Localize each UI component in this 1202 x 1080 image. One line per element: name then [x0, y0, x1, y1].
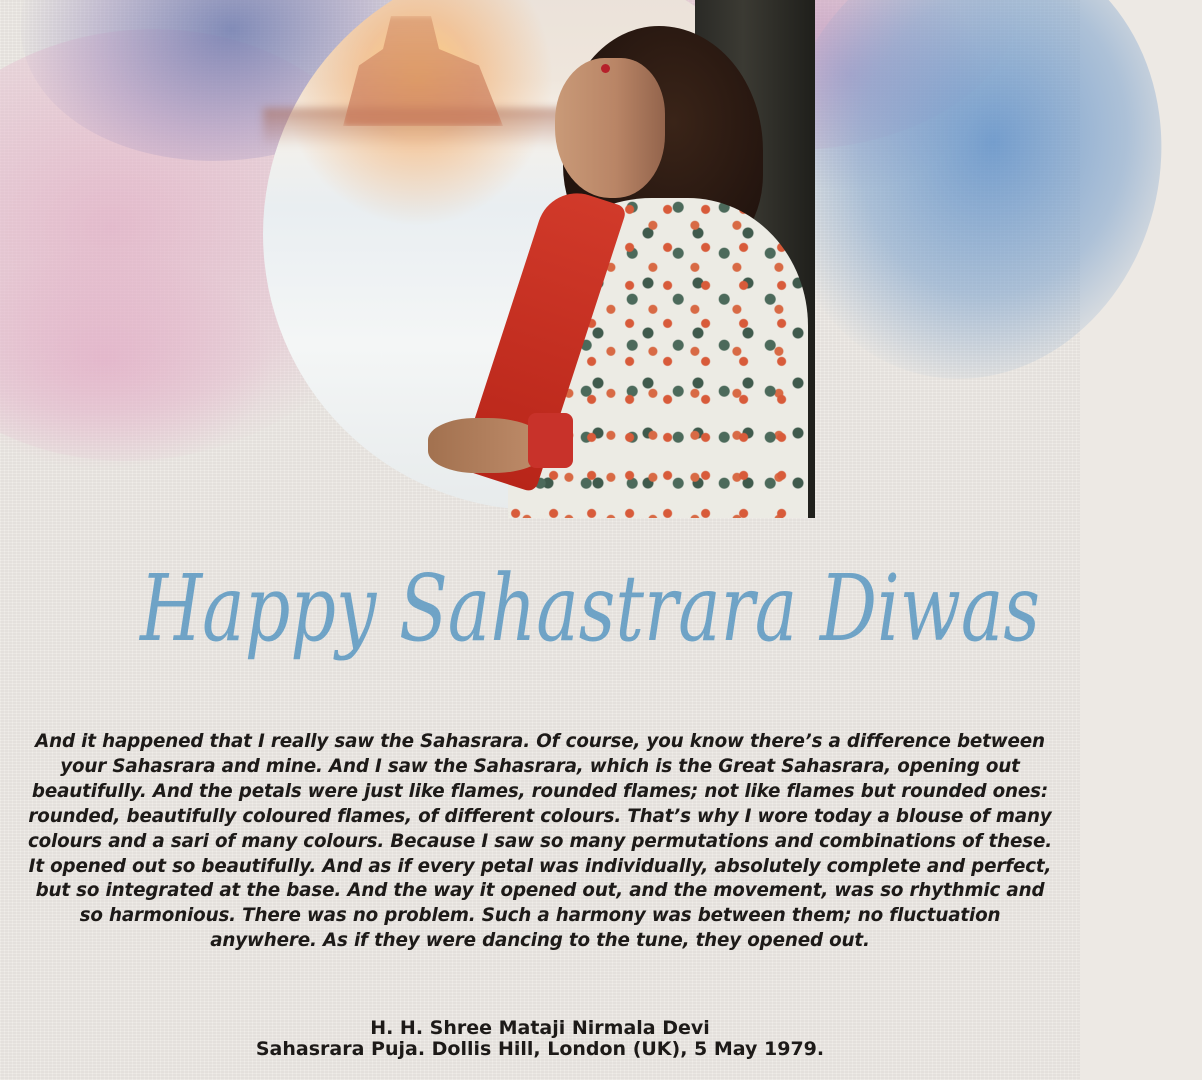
- quote-text: And it happened that I really saw the Sahasrara. Of course, you know there’s a difference between your Sahasrara and mine. And I saw the Sahasrara, which is the Great Sahasrara, opening out beautifully. And the petals were just like flames, rounded flames; not like flames but rounded ones: rounded, beautifully coloured flames, of different colours. That’s why I wore today a blouse of many colours and a sari of many colours. Because I saw so many permutations and combinations of these. It opened out so beautifully. And as if every petal was individually, absolutely complete and perfect, but so integrated at the base. And the way it opened out, and the movement, was so rhythmic and so harmonious. There was no problem. Such a harmony was between them; no fluctuation anywhere. As if they were dancing to the tune, they opened out.: [27, 731, 1053, 952]
- attribution: [0, 1018, 1080, 1060]
- page-title: [130, 520, 1050, 720]
- source-citation: Sahasrara Puja. Dollis Hill, London (UK), 5 May 1979.: [255, 1038, 825, 1060]
- author-name: H. H. Shree Mataji Nirmala Devi: [370, 1017, 710, 1039]
- title-text: Happy Sahastrara Diwas: [138, 555, 1040, 662]
